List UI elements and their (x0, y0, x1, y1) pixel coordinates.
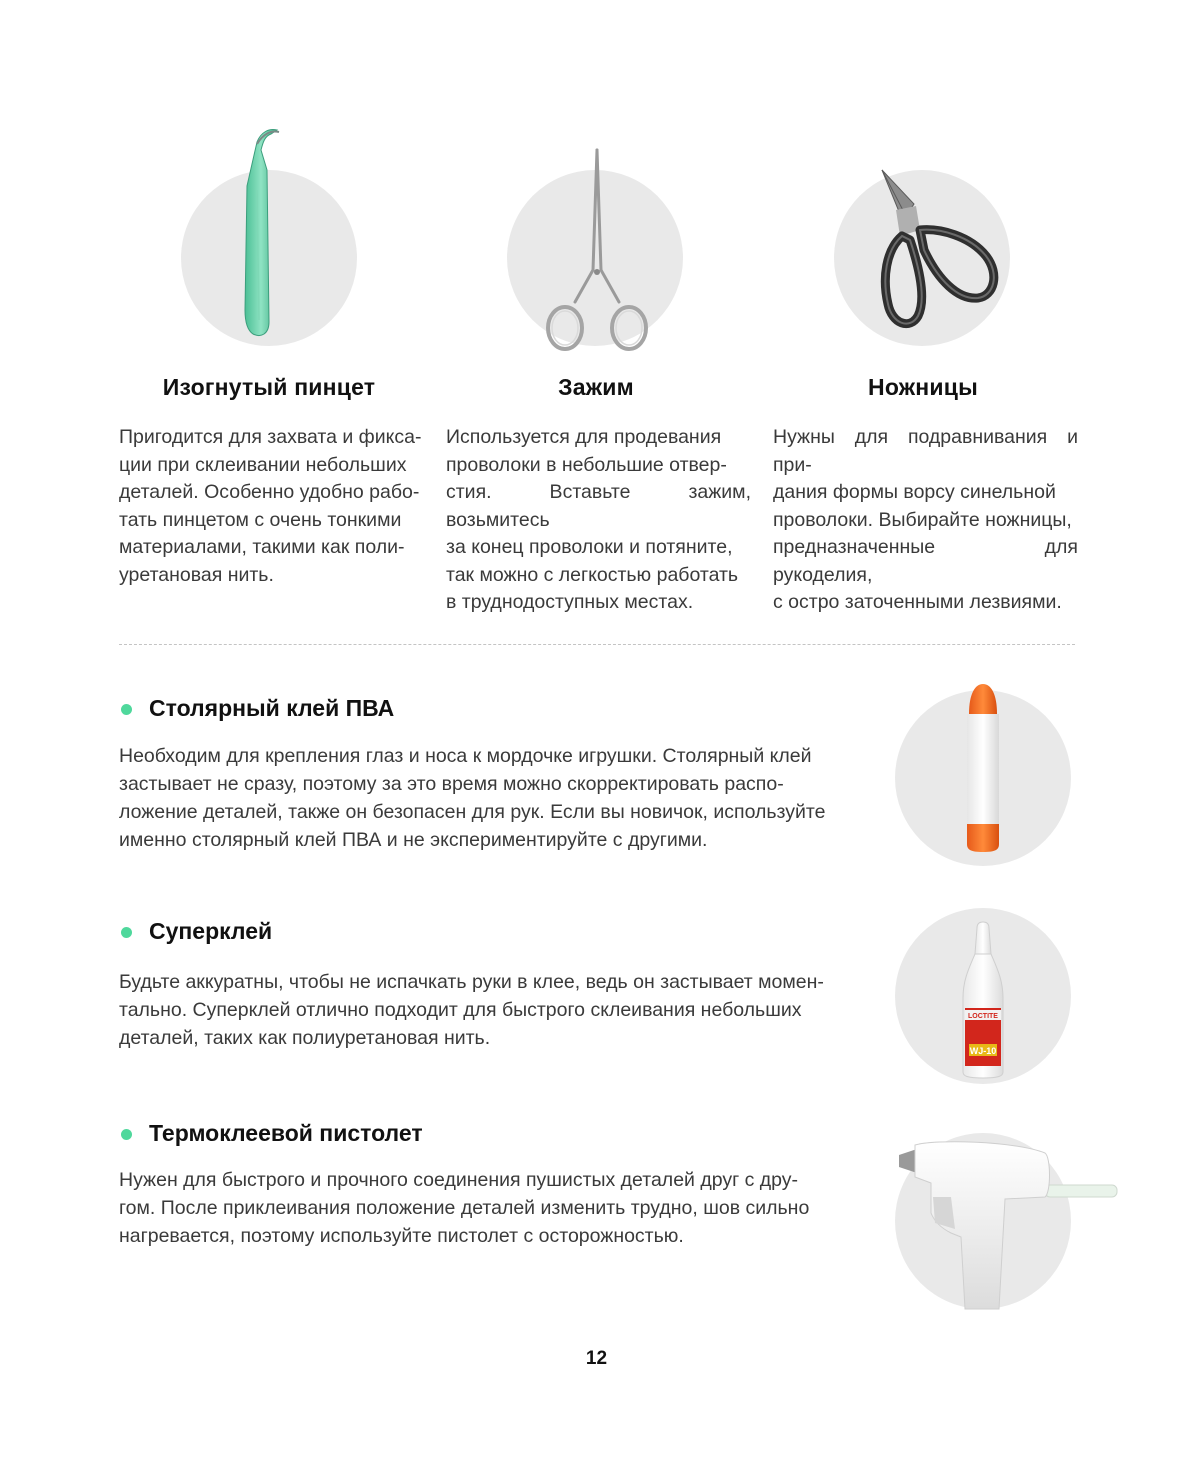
superglue-code: WJ-10 (969, 1046, 997, 1056)
clamp-icon (507, 170, 683, 346)
bullet-superglue (121, 927, 132, 938)
glue-title-glue-gun: Термоклеевой пистолет (149, 1120, 423, 1146)
bullet-pva (121, 704, 132, 715)
tweezers-image (181, 170, 357, 346)
clamp-image (507, 170, 683, 346)
tool-title-clamp: Зажим (558, 374, 634, 400)
tool-description-scissors: Нужны для подравнивания и при- дания формы ворсу синельной проволоки. Выбирайте ножницы, предназначенные для рукоделия, с остро заточенными лезвиями. (773, 426, 1078, 613)
tool-description-tweezers: Пригодится для захвата и фикса- ции при склеивании небольших деталей. Особенно удобно рабо- тать пинцетом с очень тонкими материалами, такими как поли- уретановая нить. (119, 426, 422, 586)
section-divider (119, 644, 1075, 645)
glue-description-pva: Необходим для крепления глаз и носа к мордочке игрушки. Столярный клей застывает не сразу, поэтому за это время можно скорректировать распо- ложение деталей, также он безопасен для рук. Если вы новичок, используйте именно столярный клей ПВА и не экспериментируйте с другими. (119, 745, 826, 851)
glue-tube-icon (895, 690, 1071, 866)
superglue-bottle-icon (895, 908, 1071, 1084)
superglue-label: LOCTITE (968, 1013, 998, 1020)
glue-title-superglue: Суперклей (149, 918, 273, 944)
tool-description-clamp: Используется для продевания проволоки в небольшие отвер- стия. Вставьте зажим, возьмитесь за конец проволоки и потяните, так можно с легкостью работать в труднодоступных местах. (446, 426, 751, 613)
glue-gun-icon (895, 1133, 1071, 1309)
page-number: 12 (585, 1348, 608, 1369)
tool-title-tweezers: Изогнутый пинцет (162, 374, 376, 400)
glue-description-glue-gun: Нужен для быстрого и прочного соединения пушистых деталей друг с дру- гом. После приклеивания положение деталей изменить трудно, шов сильно нагревается, поэтому используйте пистолет с осторожностью. (119, 1169, 810, 1247)
pva-glue-image (895, 690, 1071, 866)
tool-title-scissors: Ножницы (868, 374, 978, 400)
scissors-icon (834, 170, 1010, 346)
glue-description-superglue: Будьте аккуратны, чтобы не испачкать руки в клее, ведь он застывает момен- тально. Суперклей отлично подходит для быстрого склеивания небольших деталей, таких как полиуретановая нить. (119, 971, 824, 1049)
bullet-glue-gun (121, 1129, 132, 1140)
scissors-image (834, 170, 1010, 346)
glue-gun-image (895, 1133, 1071, 1309)
glue-title-pva: Столярный клей ПВА (149, 695, 395, 721)
superglue-image (895, 908, 1071, 1084)
tweezers-icon (181, 170, 357, 346)
